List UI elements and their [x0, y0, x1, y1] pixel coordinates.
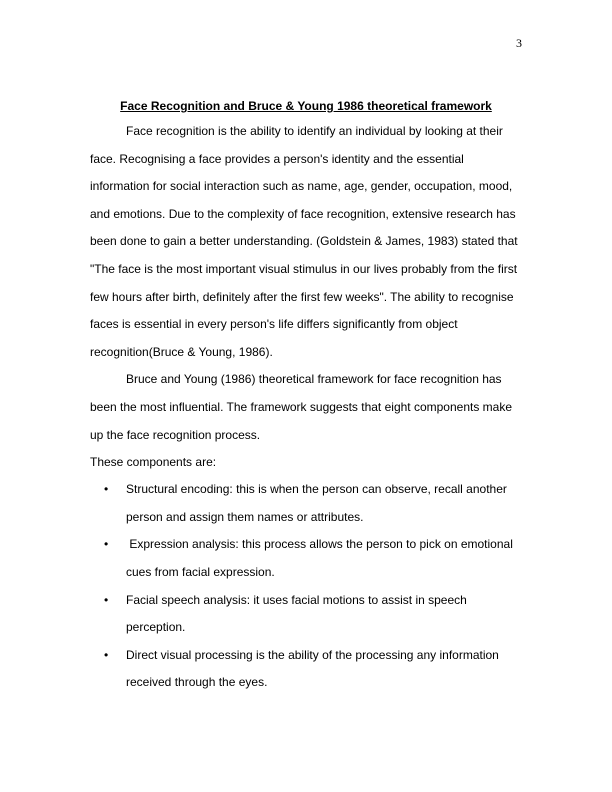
document-body — [90, 97, 522, 697]
list-item-text: Structural encoding: this is when the person can observe, recall another person and assign them names or attributes. — [126, 482, 507, 524]
components-intro: These components are: — [90, 455, 217, 470]
list-item-text: Facial speech analysis: it uses facial motions to assist in speech perception. — [126, 592, 467, 635]
list-item — [90, 642, 522, 697]
bullet-icon: • — [104, 537, 109, 552]
list-item — [90, 476, 522, 531]
bullet-icon: • — [104, 647, 109, 662]
document-title: Face Recognition and Bruce & Young 1986 theoretical framework — [120, 99, 492, 113]
components-list — [90, 476, 522, 697]
paragraph-intro: Face recognition is the ability to identify an individual by looking at their face. Recognising a face provides a person's identity and the essential information for social interaction such as name, age, gender, occupation, mood, and emotions. Due to the complexity of face recognition, extensive research has been done to gain a better understanding. (Goldstein & James, 1983) stated that "The face is the most important visual stimulus in our lives probably from the first few hours after birth, definitely after the first few weeks". The ability to recognise faces is essential in every person's life differs significantly from object recognition(Bruce & Young, 1986). — [90, 124, 518, 359]
list-item — [90, 587, 522, 642]
page-number: 3 — [516, 36, 522, 50]
list-item-text: Expression analysis: this process allows the person to pick on emotional cues from facial expression. — [126, 537, 517, 579]
bullet-icon: • — [104, 592, 109, 607]
list-item — [90, 531, 522, 586]
paragraph-framework: Bruce and Young (1986) theoretical framework for face recognition has been the most influential. The framework suggests that eight components make up the face recognition process. — [90, 372, 513, 442]
list-item-text: Direct visual processing is the ability of the processing any information received through the eyes. — [126, 647, 499, 690]
bullet-icon: • — [104, 482, 109, 497]
